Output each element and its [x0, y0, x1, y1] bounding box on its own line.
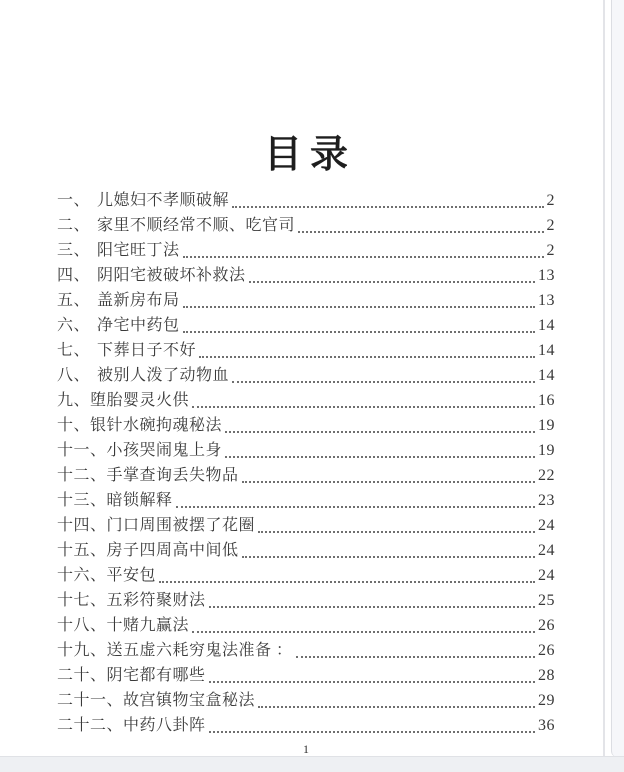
- toc-entry: [57, 488, 555, 513]
- toc-entry-number: 十一、: [57, 442, 107, 459]
- toc-entry-page: 24: [538, 567, 555, 584]
- toc-entry-title: 阳宅旺丁法: [97, 242, 180, 259]
- toc-entry-title: 门口周围被摆了花圈: [106, 517, 256, 534]
- toc-entry-page: 26: [538, 642, 555, 659]
- dot-leader: [183, 331, 535, 333]
- dot-leader: [258, 531, 535, 533]
- toc-entry-number: 十二、: [57, 467, 107, 484]
- toc-entry: [57, 338, 555, 363]
- toc-entry-title: 房子四周高中间低: [106, 542, 239, 559]
- toc-entry-title: 中药八卦阵: [123, 717, 206, 734]
- toc-entry-number: 九、: [57, 392, 91, 409]
- toc-entry: [57, 563, 555, 588]
- toc-entry-number: 二、: [57, 217, 91, 234]
- toc-entry-number: 一、: [57, 192, 91, 209]
- toc-entry-page: 14: [538, 367, 555, 384]
- toc-entry-number: 二十二、: [57, 717, 124, 734]
- toc-entry: [57, 263, 555, 288]
- dot-leader: [296, 656, 535, 658]
- toc-entry-page: 2: [546, 242, 555, 259]
- toc-entry: [57, 638, 555, 663]
- toc-entry-page: 2: [546, 192, 555, 209]
- toc-entry-title: 阴阳宅被破坏补救法: [97, 267, 246, 284]
- toc-entry-page: 24: [538, 517, 555, 534]
- toc-entry-page: 14: [538, 342, 555, 359]
- adjacent-page-edge: [611, 0, 624, 757]
- toc-entry-number: 二十一、: [57, 692, 124, 709]
- toc-entry-number: 十九、: [57, 642, 107, 659]
- toc-entry: [57, 613, 555, 638]
- toc-entry: [57, 713, 555, 738]
- dot-leader: [159, 581, 535, 583]
- toc-entry: [57, 188, 555, 213]
- toc-entry-title: 手掌查询丢失物品: [106, 467, 239, 484]
- toc-entry-page: 16: [538, 392, 555, 409]
- toc-entry: [57, 388, 555, 413]
- dot-leader: [232, 381, 535, 383]
- dot-leader: [199, 356, 535, 358]
- toc-entry-page: 13: [538, 292, 555, 309]
- toc-entry-page: 24: [538, 542, 555, 559]
- toc-entry-number: 六、: [57, 317, 91, 334]
- dot-leader: [249, 281, 535, 283]
- toc-entry-title: 堕胎婴灵火供: [90, 392, 190, 409]
- toc-entry: [57, 688, 555, 713]
- toc-entry-title: 银针水碗拘魂秘法: [90, 417, 223, 434]
- dot-leader: [192, 631, 535, 633]
- toc-entry: [57, 288, 555, 313]
- toc-entry-number: 二十、: [57, 667, 107, 684]
- toc-entry-title: 暗锁解释: [106, 492, 173, 509]
- dot-leader: [209, 731, 535, 733]
- toc-entry-page: 29: [538, 692, 555, 709]
- toc-entry-number: 三、: [57, 242, 91, 259]
- toc-entry-title: 儿媳妇不孝顺破解: [97, 192, 230, 209]
- toc-entry-number: 五、: [57, 292, 91, 309]
- toc-entry-title: 故宫镇物宝盒秘法: [123, 692, 256, 709]
- toc-entry-title: 下葬日子不好: [97, 342, 197, 359]
- toc-entry-number: 十八、: [57, 617, 107, 634]
- toc-entry-title: 小孩哭闹鬼上身: [106, 442, 223, 459]
- table-of-contents: [57, 188, 555, 738]
- toc-entry: [57, 588, 555, 613]
- dot-leader: [183, 306, 535, 308]
- dot-leader: [232, 206, 543, 208]
- dot-leader: [242, 481, 535, 483]
- dot-leader: [258, 706, 535, 708]
- toc-entry-title: 被别人泼了动物血: [97, 367, 230, 384]
- toc-entry-page: 14: [538, 317, 555, 334]
- page-edge-line: [603, 0, 605, 756]
- toc-entry-number: 八、: [57, 367, 91, 384]
- toc-entry: [57, 663, 555, 688]
- page-bottom-shadow: [0, 756, 624, 772]
- toc-entry: [57, 413, 555, 438]
- toc-entry-page: 25: [538, 592, 555, 609]
- toc-entry-title: 盖新房布局: [97, 292, 180, 309]
- toc-entry-page: 19: [538, 417, 555, 434]
- dot-leader: [225, 456, 535, 458]
- toc-entry: [57, 538, 555, 563]
- toc-entry-page: 13: [538, 267, 555, 284]
- toc-entry-page: 22: [538, 467, 555, 484]
- toc-entry: [57, 438, 555, 463]
- toc-entry-page: 26: [538, 617, 555, 634]
- toc-entry-number: 十四、: [57, 517, 107, 534]
- dot-leader: [209, 606, 535, 608]
- dot-leader: [209, 681, 535, 683]
- toc-entry-number: 十六、: [57, 567, 107, 584]
- page-content: [57, 0, 555, 756]
- toc-entry: [57, 513, 555, 538]
- toc-entry-title: 家里不顺经常不顺、吃官司: [97, 217, 296, 234]
- toc-entry-number: 十七、: [57, 592, 107, 609]
- dot-leader: [192, 406, 535, 408]
- dot-leader: [298, 231, 543, 233]
- toc-entry-page: 36: [538, 717, 555, 734]
- dot-leader: [242, 556, 535, 558]
- toc-entry-number: 七、: [57, 342, 91, 359]
- toc-entry-number: 十、: [57, 417, 91, 434]
- dot-leader: [176, 506, 535, 508]
- toc-entry-title: 阴宅都有哪些: [106, 667, 206, 684]
- toc-entry-title: 五彩符聚财法: [106, 592, 206, 609]
- toc-entry-number: 十五、: [57, 542, 107, 559]
- toc-entry: [57, 363, 555, 388]
- toc-entry-title: 送五虚六耗穷鬼法准备 ：: [106, 642, 293, 659]
- toc-entry-title: 十赌九赢法: [106, 617, 190, 634]
- toc-entry: [57, 213, 555, 238]
- page-title: 目录: [263, 134, 356, 176]
- toc-entry-page: 28: [538, 667, 555, 684]
- toc-entry-page: 2: [546, 217, 555, 234]
- toc-entry: [57, 313, 555, 338]
- toc-entry-number: 四、: [57, 267, 91, 284]
- toc-entry-number: 十三、: [57, 492, 107, 509]
- toc-entry-title: 净宅中药包: [97, 317, 180, 334]
- page-number-footer: 1: [303, 742, 309, 756]
- toc-entry: [57, 463, 555, 488]
- toc-entry-title: 平安包: [106, 567, 157, 584]
- toc-entry-page: 23: [538, 492, 555, 509]
- toc-entry-page: 19: [538, 442, 555, 459]
- dot-leader: [225, 431, 535, 433]
- dot-leader: [183, 256, 544, 258]
- toc-entry: [57, 238, 555, 263]
